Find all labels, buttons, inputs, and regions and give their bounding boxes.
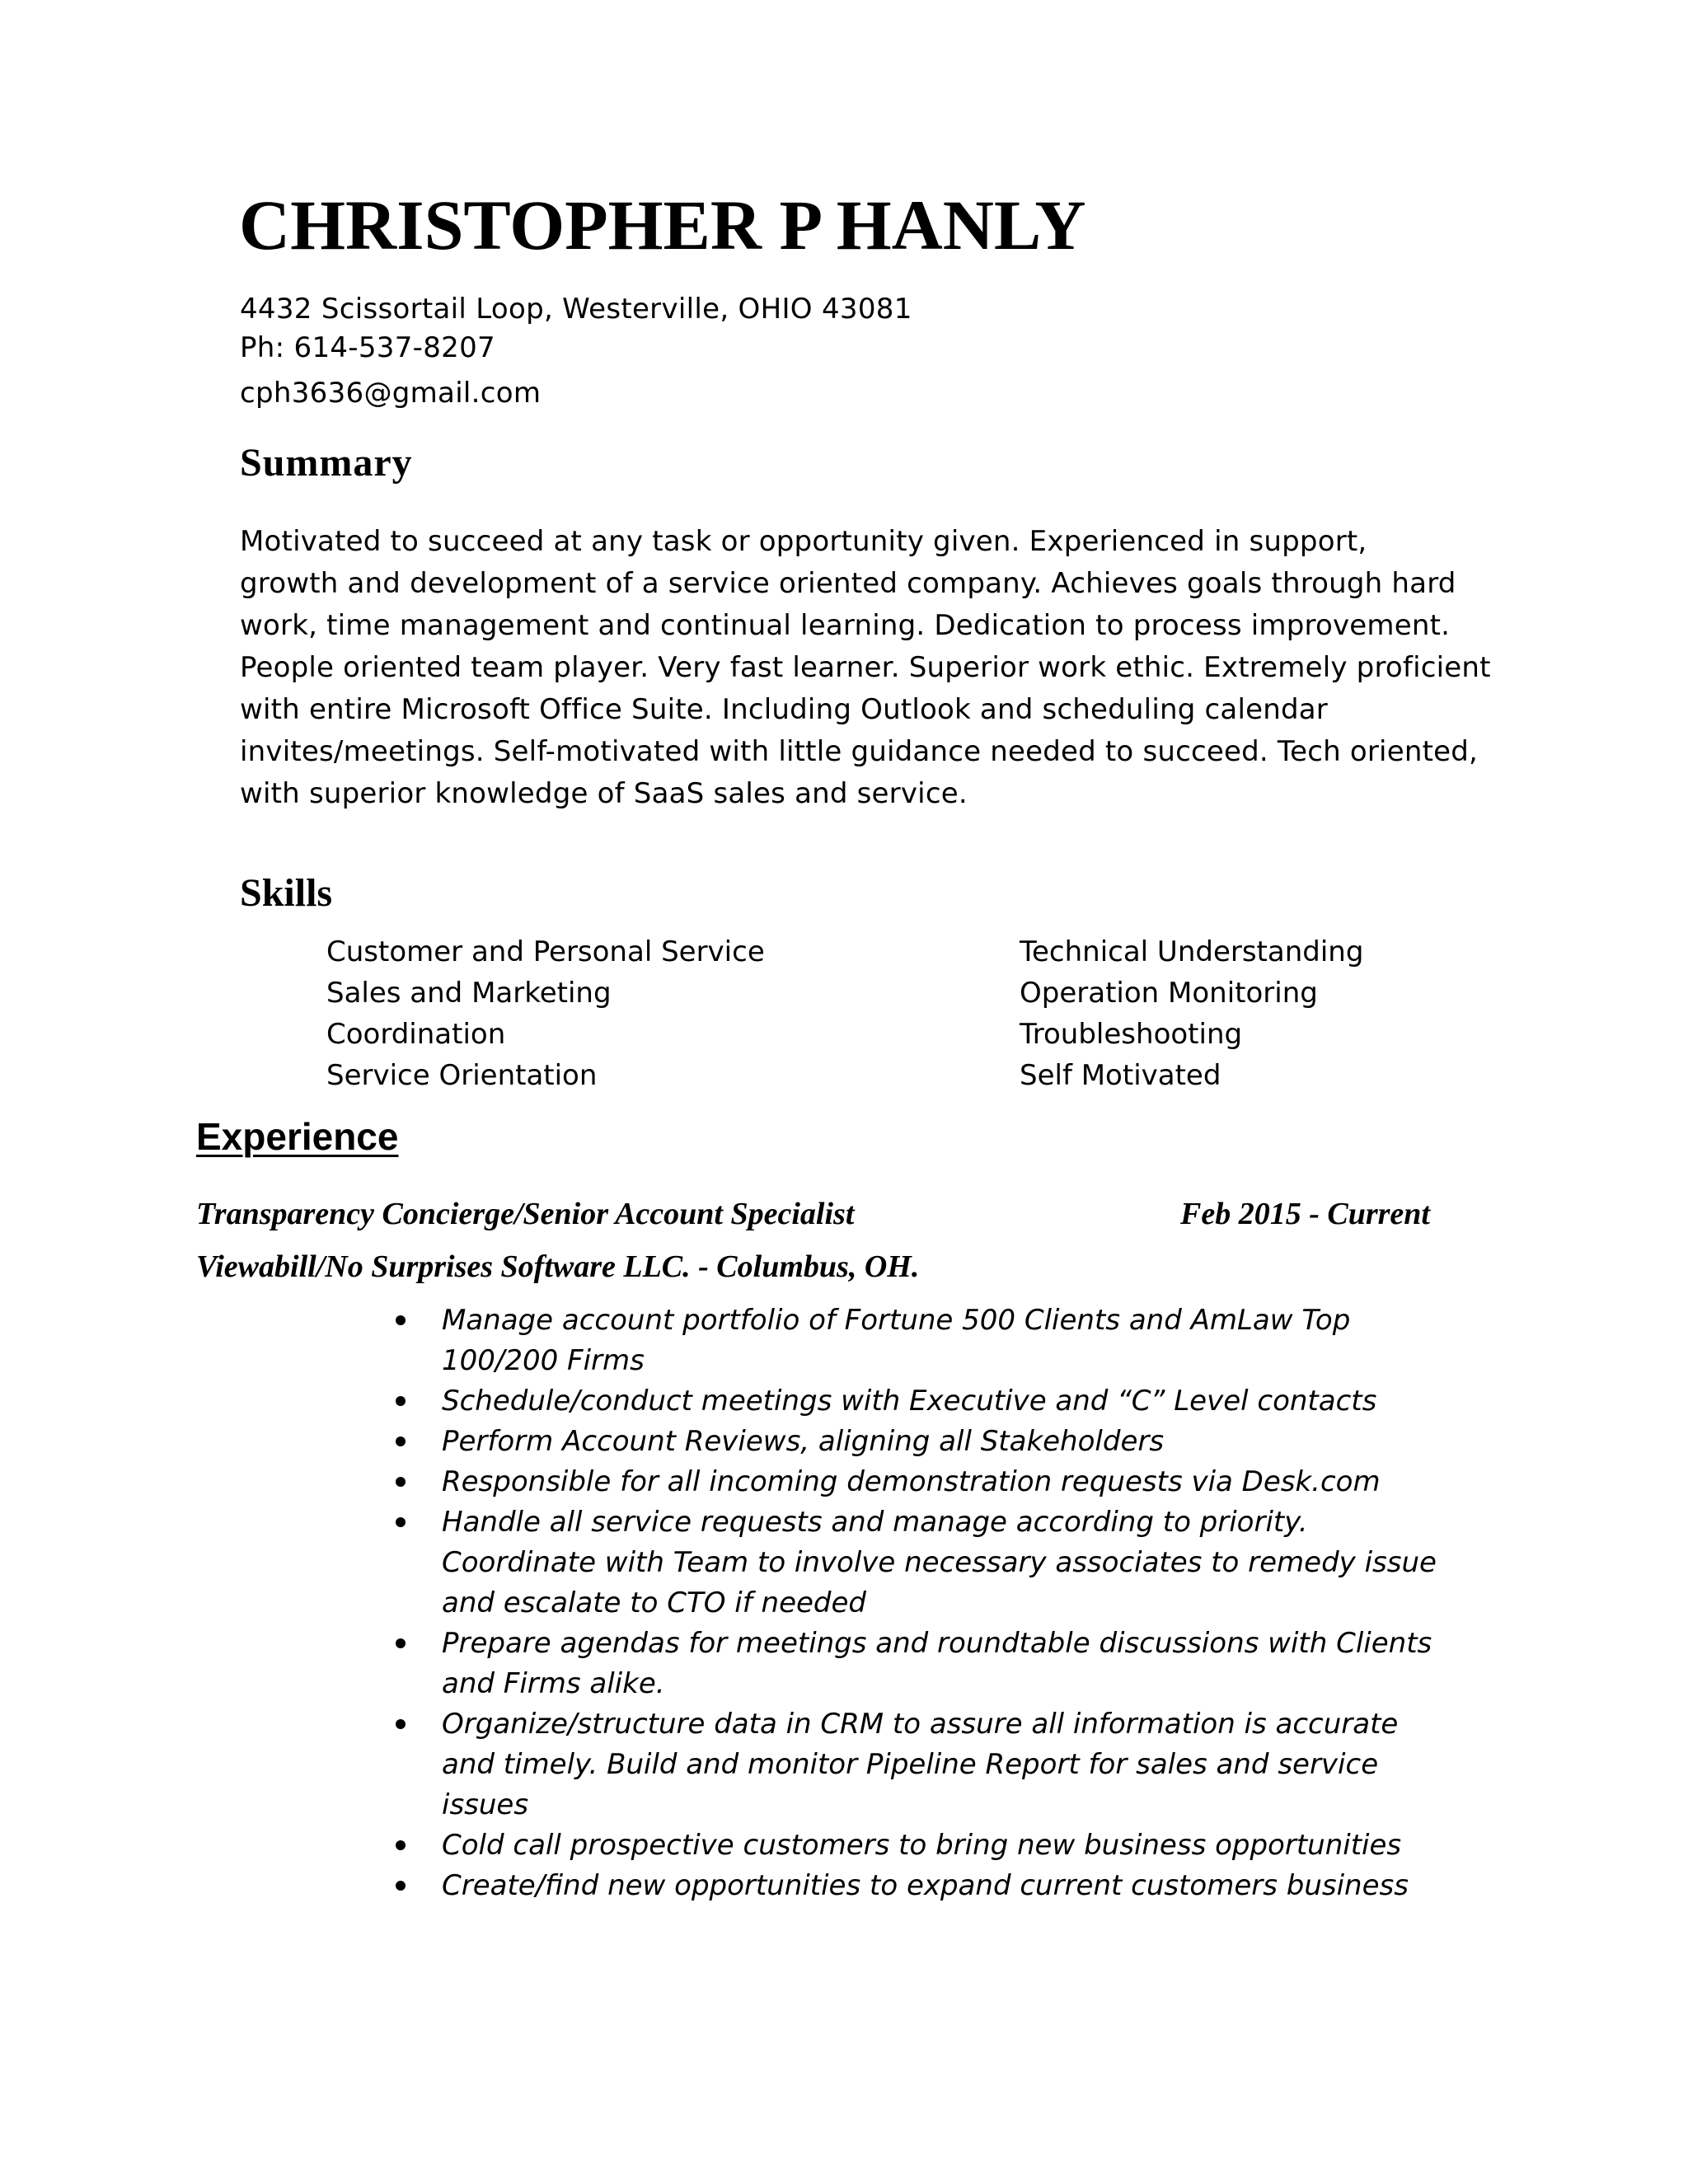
skill-item: Troubleshooting [1020,1018,1243,1051]
list-item [387,1866,1437,1906]
list-item-text: 100/200 Firms [442,1344,645,1377]
skill-item: Self Motivated [1020,1059,1221,1092]
summary-line: People oriented team player. Very fast learner. Superior work ethic. Extremely proficient [240,651,1491,684]
list-item-text: Responsible for all incoming demonstration requests via Desk.com [442,1465,1381,1498]
list-item [387,1381,1437,1422]
job-company: Viewabill/No Surprises Software LLC. - Columbus, OH. [196,1249,920,1284]
job-dates: Feb 2015 - Current [1180,1197,1430,1231]
list-item [387,1704,1437,1825]
skill-item: Sales and Marketing [326,977,612,1010]
skill-item: Service Orientation [326,1059,598,1092]
summary-line: with entire Microsoft Office Suite. Including Outlook and scheduling calendar [240,693,1328,726]
list-item-text: Coordinate with Team to involve necessary associates to remedy issue [442,1546,1437,1579]
summary-line: growth and development of a service oriented company. Achieves goals through hard [240,567,1456,600]
bullet-dot-icon [396,1881,406,1891]
list-item [387,1301,1437,1381]
list-item [387,1422,1437,1462]
bullet-dot-icon [396,1396,406,1406]
job-responsibilities-list [387,1301,1437,1906]
list-item [387,1825,1437,1866]
list-item-text: Organize/structure data in CRM to assure all information is accurate [442,1708,1399,1741]
bullet-dot-icon [396,1840,406,1850]
bullet-dot-icon [396,1638,406,1648]
skill-item: Coordination [326,1018,506,1051]
contact-phone: Ph: 614-537-8207 [240,331,495,364]
skills-left-column [326,931,765,1096]
list-item-text: and escalate to CTO if needed [442,1586,866,1619]
summary-line: Motivated to succeed at any task or opportunity given. Experienced in support, [240,525,1367,558]
candidate-name: CHRISTOPHER P HANLY [239,185,1086,265]
skills-right-column [1020,931,1363,1096]
skill-item: Operation Monitoring [1020,977,1318,1010]
list-item-text: Manage account portfolio of Fortune 500 Clients and AmLaw Top [442,1304,1351,1337]
list-item-text: and Firms alike. [442,1667,665,1700]
summary-line: with superior knowledge of SaaS sales and service. [240,777,968,810]
contact-address: 4432 Scissortail Loop, Westerville, OHIO 43081 [240,293,912,326]
summary-line: work, time management and continual learning. Dedication to process improvement. [240,609,1451,642]
summary-heading: Summary [240,441,413,485]
skills-heading: Skills [240,871,333,915]
list-item-text: Cold call prospective customers to bring new business opportunities [442,1829,1402,1862]
list-item-text: Perform Account Reviews, aligning all Stakeholders [442,1425,1165,1458]
bullet-dot-icon [396,1315,406,1325]
list-item-text: Create/find new opportunities to expand current customers business [442,1869,1409,1902]
summary-line: invites/meetings. Self-motivated with little guidance needed to succeed. Tech oriented, [240,735,1479,768]
bullet-dot-icon [396,1477,406,1487]
experience-heading: Experience [196,1115,399,1158]
contact-email: cph3636@gmail.com [240,377,542,410]
list-item [387,1462,1437,1502]
list-item-text: Handle all service requests and manage according to priority. [442,1506,1308,1539]
list-item-text: Prepare agendas for meetings and roundtable discussions with Clients [442,1627,1432,1660]
skill-item: Technical Understanding [1020,935,1364,968]
bullet-dot-icon [396,1436,406,1446]
list-item-text: Schedule/conduct meetings with Executive and “C” Level contacts [442,1385,1377,1418]
list-item-text: and timely. Build and monitor Pipeline Report for sales and service [442,1748,1379,1781]
skill-item: Customer and Personal Service [326,935,765,968]
list-item-text: issues [442,1788,529,1821]
bullet-dot-icon [396,1517,406,1527]
list-item [387,1624,1437,1704]
bullet-dot-icon [396,1719,406,1729]
summary-text [240,521,1491,815]
list-item [387,1502,1437,1624]
job-title: Transparency Concierge/Senior Account Specialist [196,1197,855,1231]
